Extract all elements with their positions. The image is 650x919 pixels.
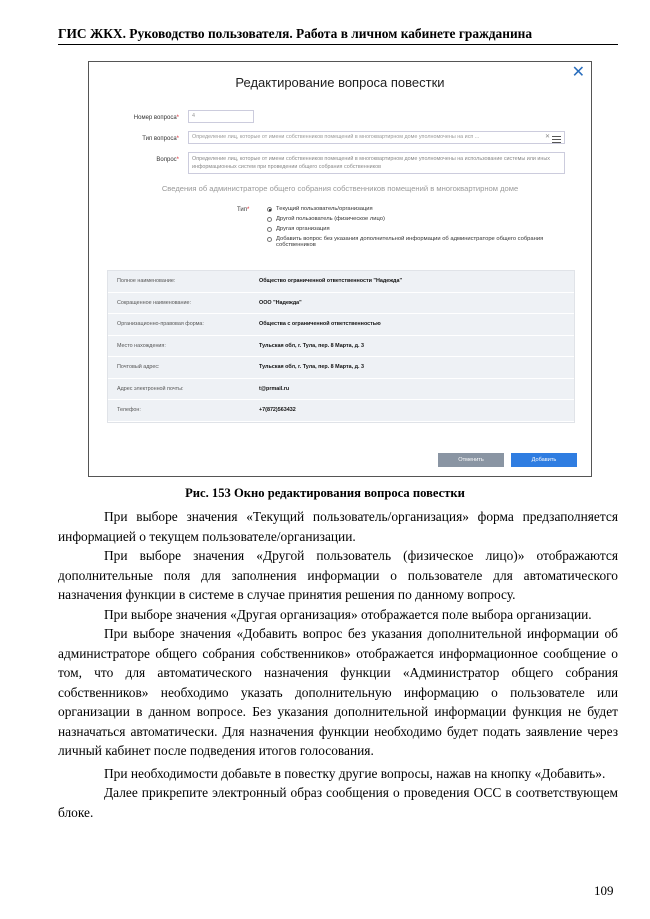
close-icon[interactable]: ✕: [571, 64, 585, 81]
question-number-input[interactable]: 4: [188, 110, 254, 123]
radio-checked-icon[interactable]: [267, 207, 272, 212]
info-row: Сокращенное наименование: ООО "Надежда": [108, 293, 574, 315]
radio-unchecked-icon[interactable]: [267, 217, 272, 222]
info-row: Телефон: +7(872)563432: [108, 400, 574, 422]
info-row: Место нахождения: Тульская обл, г. Тула, пер. 8 Марта, д. 3: [108, 336, 574, 358]
radio-other-user[interactable]: Другой пользователь (физическое лицо): [267, 216, 557, 222]
info-row: Организационно-правовая форма: Общества с ограниченной ответственностью: [108, 314, 574, 336]
document-header: ГИС ЖКХ. Руководство пользователя. Работа в личном кабинете гражданина: [58, 26, 618, 45]
paragraph: Далее прикрепите электронный образ сообщения о проведения ОСС в соответствующем блоке.: [58, 785, 618, 820]
question-type-select[interactable]: [188, 131, 565, 144]
radio-unchecked-icon[interactable]: [267, 227, 272, 232]
info-row: Полное наименование: Общество ограниченной ответственности "Надежда": [108, 271, 574, 293]
radio-current-user[interactable]: Текущий пользователь/организация: [267, 206, 557, 212]
dialog-buttons: [438, 453, 577, 467]
info-row: Адрес электронной почты: t@prmail.ru: [108, 379, 574, 401]
radio-unchecked-icon[interactable]: [267, 237, 272, 242]
organization-info-table: [107, 270, 575, 423]
question-type-value: Определение лиц, которые от имени собственников помещений в многоквартирном доме уполномочены на исп ...: [192, 134, 480, 140]
add-button[interactable]: Добавить: [511, 453, 577, 467]
question-label: Вопрос*: [156, 157, 179, 163]
radio-no-additional-info[interactable]: Добавить вопрос без указания дополнительной информации об администраторе общего собрания собственников: [267, 236, 557, 248]
figure-caption: Рис. 153 Окно редактирования вопроса повестки: [185, 486, 465, 500]
question-type-label: Тип вопроса*: [142, 136, 179, 142]
paragraph: При выборе значения «Другой пользователь (физическое лицо)» отображаются дополнительные поля для заполнения информации о пользователе для автоматического назначения функции в системе в случае принятия решения по данному вопросу.: [58, 548, 618, 602]
paragraph: При необходимости добавьте в повестку другие вопросы, нажав на кнопку «Добавить».: [104, 766, 606, 781]
radio-other-organization[interactable]: Другая организация: [267, 226, 557, 232]
list-icon[interactable]: [552, 134, 561, 144]
page-number: 109: [594, 883, 614, 898]
type-label: Тип*: [237, 207, 250, 213]
paragraph: При выборе значения «Добавить вопрос без указания дополнительной информации об администраторе общего собрания собственников» отображается информационное сообщение о том, что для автоматического назначения функции «Администратор общего собрания собственников» необходимо указать дополнительную информацию о пользователе или организации в данном вопросе. Без указания дополнительной информации функция не будет назначаться автоматически. Для назначения функции необходимо будет подать заявление через личный кабинет после подведения итогов голосования.: [58, 626, 618, 758]
dialog-screenshot: [88, 61, 592, 477]
clear-icon[interactable]: ✕: [544, 134, 550, 140]
cancel-button[interactable]: Отменить: [438, 453, 504, 467]
question-textarea[interactable]: Определение лиц, которые от имени собственников помещений в многоквартирном доме уполномочены на использование системы или иных информационных систем при проведении общего собрания собственников: [188, 152, 565, 174]
paragraph: При выборе значения «Текущий пользователь/организация» форма предзаполняется информацией о текущем пользователе/организации.: [58, 509, 618, 544]
administrator-type-radio-group: [267, 206, 557, 252]
question-number-label: Номер вопроса*: [133, 115, 179, 121]
paragraph: При выборе значения «Другая организация» отображается поле выбора организации.: [104, 607, 592, 622]
info-row: Почтовый адрес: Тульская обл, г. Тула, пер. 8 Марта, д. 3: [108, 357, 574, 379]
dialog-title: Редактирование вопроса повестки: [235, 75, 445, 90]
section-title: Сведения об администраторе общего собрания собственников помещений в многоквартирном доме: [161, 184, 519, 193]
